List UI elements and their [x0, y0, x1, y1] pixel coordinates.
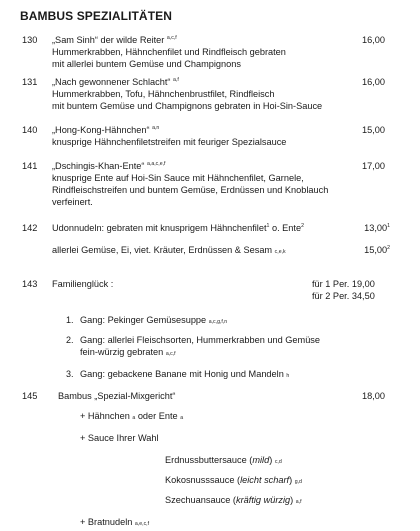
item-name-text: „Sam Sinh“ der wilde Reiter — [52, 35, 165, 45]
course-label: Gang: gebackene Banane mit Honig und Mandeln — [80, 369, 284, 379]
allergen-codes: a,f — [295, 499, 302, 505]
item-name — [52, 34, 177, 46]
item-description: verfeinert. — [52, 197, 93, 207]
course-text — [80, 368, 289, 382]
sauce-option — [165, 474, 302, 488]
course-marker: 2. — [66, 335, 74, 345]
page-title: BAMBUS SPEZIALITÄTEN — [20, 9, 172, 23]
price-value: 13,00 — [364, 223, 388, 233]
sauce-close: ) — [289, 475, 293, 485]
sauce-option — [165, 494, 302, 508]
item-number: 145 — [22, 391, 38, 401]
price-value: 15,00 — [364, 245, 388, 255]
allergen-codes: h — [286, 373, 290, 379]
item-price: 16,00 — [362, 35, 385, 45]
allergen-codes: c,d — [274, 459, 282, 465]
item-description: mit buntem Gemüse und Champignons gebraten in Hoi-Sin-Sauce — [52, 101, 323, 111]
item-description: Hummerkrabben, Hähnchenfilet und Rindfleisch gebraten — [52, 47, 286, 57]
item-text: o. Ente — [269, 223, 302, 233]
sauce-name: Szechuansauce ( — [165, 495, 236, 505]
noodles-option — [80, 516, 149, 530]
sauce-style: leicht scharf — [240, 475, 290, 485]
course-marker: 1. — [66, 315, 74, 325]
item-text: allerlei Gemüse, Ei, viet. Kräuter, Erdnüssen & Sesam — [52, 245, 273, 255]
allergen-codes: c,e,k — [274, 249, 286, 255]
course-label: Gang: Pekinger Gemüsesuppe — [80, 315, 207, 325]
allergen-codes: a — [132, 415, 136, 421]
item-description: mit allerlei buntem Gemüse und Champignons — [52, 59, 241, 69]
course-label: fein-würzig gebraten — [80, 347, 164, 357]
course-text — [80, 346, 176, 360]
item-name-text: „Dschingis-Khan-Ente“ — [52, 161, 145, 171]
course-text — [80, 314, 227, 328]
allergen-codes: a,c,f — [166, 34, 177, 41]
item-name — [52, 160, 165, 172]
sauce-style: kräftig würzig — [236, 495, 291, 505]
footnote-mark: 2 — [387, 244, 390, 251]
item-name — [52, 76, 179, 88]
allergen-codes: a,c,f — [165, 351, 176, 357]
footnote-mark: 2 — [301, 222, 304, 229]
noodles-text: + Bratnudeln — [80, 517, 133, 527]
sauce-style: mild — [252, 455, 270, 465]
item-number: 130 — [22, 35, 38, 45]
footnote-mark: 1 — [387, 222, 390, 229]
item-price: 18,00 — [362, 391, 385, 401]
sauce-name: Kokosnusssauce ( — [165, 475, 241, 485]
item-description: Hummerkrabben, Tofu, Hähnchenbrustfilet, Rindfleisch — [52, 89, 275, 99]
item-description — [52, 222, 304, 234]
allergen-codes: g,d — [294, 479, 302, 485]
item-description: knusprige Hähnchenfiletstreifen mit feuriger Spezialsauce — [52, 137, 287, 147]
choice-text: oder Ente — [135, 411, 178, 421]
item-price: für 2 Per. 34,50 — [312, 291, 375, 301]
item-number: 141 — [22, 161, 38, 171]
sauce-close: ) — [290, 495, 294, 505]
allergen-codes: a,f — [173, 76, 179, 83]
item-name: Bambus „Spezial-Mixgericht“ — [58, 391, 176, 401]
sauce-name: Erdnussbuttersauce ( — [165, 455, 253, 465]
sauce-close: ) — [269, 455, 273, 465]
allergen-codes: a,n — [152, 124, 160, 131]
item-price: 17,00 — [362, 161, 385, 171]
sauce-heading: + Sauce Ihrer Wahl — [80, 433, 159, 443]
item-price — [364, 222, 390, 234]
allergen-codes: a,c,g,f,n — [208, 319, 228, 325]
item-name — [52, 124, 159, 136]
meat-choice — [80, 410, 183, 424]
item-name-text: „Nach gewonnener Schlacht“ — [52, 77, 171, 87]
item-price — [364, 244, 390, 256]
item-name: Familienglück : — [52, 279, 114, 289]
course-text: Gang: allerlei Fleischsorten, Hummerkrabben und Gemüse — [80, 335, 321, 345]
item-number: 140 — [22, 125, 38, 135]
item-number: 142 — [22, 223, 38, 233]
allergen-codes: a,e,c,f — [134, 521, 150, 527]
item-description: knusprige Ente auf Hoi-Sin Sauce mit Hähnchenfilet, Garnele, — [52, 173, 304, 183]
item-text: Udonnudeln: gebraten mit knusprigem Hähnchenfilet — [52, 223, 267, 233]
sauce-option — [165, 454, 282, 468]
item-price: 15,00 — [362, 125, 385, 135]
item-price: für 1 Per. 19,00 — [312, 279, 375, 289]
item-description: Rindfleischstreifen und buntem Gemüse, Erdnüssen und Knoblauch — [52, 185, 329, 195]
choice-text: + Hähnchen — [80, 411, 130, 421]
item-price: 16,00 — [362, 77, 385, 87]
item-number: 131 — [22, 77, 38, 87]
allergen-codes: a,a,c,e,f — [147, 160, 166, 167]
footnote-mark: 1 — [266, 222, 270, 229]
course-marker: 3. — [66, 369, 74, 379]
item-number: 143 — [22, 279, 38, 289]
item-name-text: „Hong-Kong-Hähnchen“ — [52, 125, 150, 135]
item-description — [52, 244, 286, 258]
allergen-codes: a — [180, 415, 184, 421]
